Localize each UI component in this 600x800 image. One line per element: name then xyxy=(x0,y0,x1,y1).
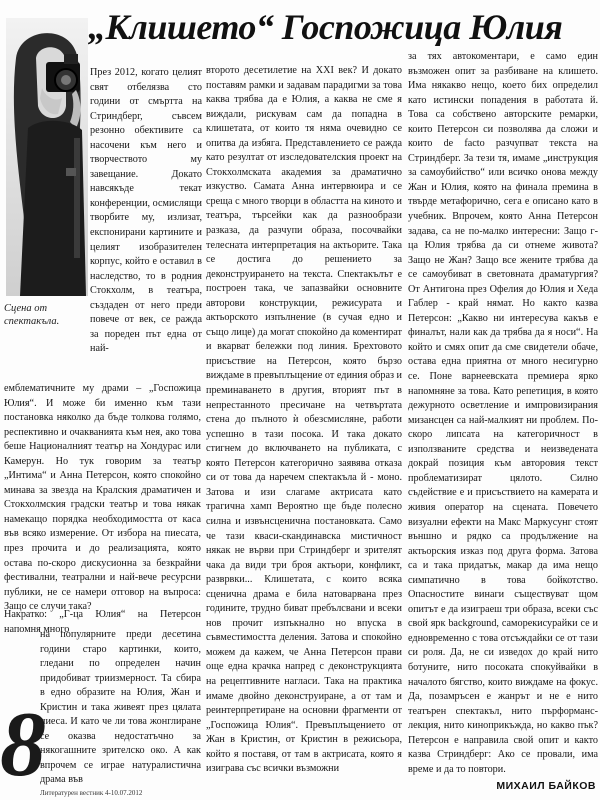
article-text-column-1-wide: емблематичните му драми – „Госпожица Юлия“. И може би именно към тази постановка няколко да бъде толкова голямо, респективно и очакванията към нея, ако това беше Националният театър на Хондурас или Камерун. Но тук говорим за театър „Интима“ и Анна Петерсон, която спокойно минава за звезда на Кралския драматичен и Стокхолмския градски театър и това някак намекащо порядка необходимостта от каса във всяко измерение. От избора на пиесата, през прочита и до реализацията, която остава по-скоро дискусионна за безкрайни фестивални, театрални и най-вече ресурсни публики, не се намери отговор на въпроса: Защо се случи така? xyxy=(4,383,201,613)
page-number: 8 xyxy=(0,693,46,795)
performance-photo xyxy=(6,18,88,296)
photo-image xyxy=(6,18,88,296)
article-text-column-1-bottom: на популярните преди десетина години старо картинки, които, гледани по определен начин придобиват триизмерност. Та сбира в едно образите на Юлия, Жан и Кристин и така живеят през цялата пиеса. И като че ли това жонглиране се оказва недостатъчно за някогашните зрителско око. А как впрочем се играе натуралистична драма във xyxy=(40,629,201,786)
article-text-column-1-mid: Накратко: „Г-ца Юлия“ на Петерсон напомня много xyxy=(4,609,201,635)
article-headline: „Клишето“ Госпожица Юлия xyxy=(88,7,563,47)
photo-caption: Сцена от спектакъла. xyxy=(4,303,60,327)
article-text-column-3: за тях автокоментари, е само един възможен опит за разбиване на клишето. Има някакво нещо, което бих определил като истински попадения в работата й. Това са собствено авторските ремарки, които Петерсон си позволява да сложи и които de facto разчупват текста на Стриндберг. За тези тя, имаме „инструкция за самоубийство“ или всичко онова между Жан и Юлия, която на финала премина в твърде метафорично, сега е описано като в учебник. Впрочем, която Анна Петерсон задава, са не по-малко интересни: Защо г-ца Юлия трябва да си отнеме живота? Защо не Жан? Защо все жените трябва да се самоубиват в световната драматургия? От Антигона през Офелия до Юлия и Хеда Габлер - край нямат. Но както казва Петерсон: „Какво ни интересува какъв е финалът, нали как да трябва да я носи“. На който и смях опит да сме свидетели обаче, остава една приятна от много несигурно се. Понe варнеевската премиера ярко напомняне за това. Като репетиция, в която дежурното осветление и импровизирания мизансцен са най-малкият ни проблем. По-скоро липсата на категоричност в използваните средства и неизведената докрай позиция към авторовия текст проблематизират цялото. Силно съдействие е и присъствието на камерата и живия оператор на сцената. Повечето визуални ефекти на Макс Маркусунг стоят външно и рядко са продължение на актьорския изказ под друга форма. Затова са и така придатък, макар да има нещо симпатично в това бойкотство. Опасностите винаги съществуват щом опитът е да изиграеш три образа, всеки със свой ярк background, саморекисурайки се и едновременно с това отсъждайки се от тази си роля. Да, не си изведох до край нито ботуните, нито посоката спокуйвайки в началото бягство, които виждаме на фокус. Да, позамръсен е жанрът и не е нито театърен спектакъл, нито пърформанс-лекция, нито киноприкъжда, но какво пък? Петерсон е направила свой опит и както казва Стриндберг: Ако се провали, има време и да то повтори. xyxy=(408,51,598,775)
author-byline: МИХАИЛ БАЙКОВ xyxy=(496,780,596,792)
article-text-column-1-top: През 2012, когато целият свят отбелязва сто години от смъртта на Стриндберг, съвсем резонно обективите са насочени към него и творчеството му завещание. Докато навсякъде текат конференции, осмислящи творбите му, излизат, експонирани картините и целият изобразителен корпус, който е оставил в наследство, то в родния Стокхолм, в театъра, създаден от него преди повече от век, се ражда за пореден път една от най- xyxy=(90,67,202,355)
issue-note: Литературен вестник 4-10.07.2012 xyxy=(40,789,143,797)
article-text-column-2: второто десетилетие на XXI век? И докато поставям рамки и задавам парадигми за това каква трябва да е Юлия, а каква не сме я виждали, рискувам сам да попадна в клишетата, от които тя няма очевидно се опитва да избяга. Представлението се ражда като резултат от изследователския проект на Стокхолмската академия за драматично изкуство. Самата Анна интервюира и се среща с много творци в областта на киното и театъра, търсейки как да разнообрази разказа, да разчупи образа, посочвайки телесната интерпретация на актьорите. Така се достига до решението за деконструирането на текста. Спектакълът е построен така, че запазвайки основните авторови конструкции, режисурата и актьорското изпълнение (в сучая едно и също лице) да могат спокойно да коментират и вкарват бележки под линия. Брехтовото присъствие на Петерсон, която бързо виждаме в превъплъщение от единия образ и преминаването в другия, вторият път в непрестанното пресичане на четвъртата стена до пълното ѝ обезсмисляне, работи успешно в тази посока. И така докато стигнем до включването на публиката, с която Петерсон категорично заявява отказа си от това да наречем спектакъла й - моно. Затова и изи слагаме актрисата като трагична хамп Вероятно ще бъде полесно силна и извънсценична постановката. Само че тази кваси-скандинавска мистичност някак не върви при Стриндберг и зрителят чака да види три броя актьори, конфликт, разврвки... Клишетата, с които всяка сценична драма е била натоварвана през годините, трудно биват пребълсвани и всеки нов прочит изпъкнално но впуска в съвместимостта деления. Затова и спокойно можем да кажем, че Анна Петерсон прави още една крачка напред с деконструкцията на рецептивните нагласи. Така на практика имаме двойно деконструиране, а от там и реинтерпретиране на основни фрагменти от „Госпожица Юлия“. Превъплъщението от Жан в Кристин, от Кристин в режисьора, който я поставя, от там в актрисата, която я изиграва със всички възможни xyxy=(206,65,402,775)
